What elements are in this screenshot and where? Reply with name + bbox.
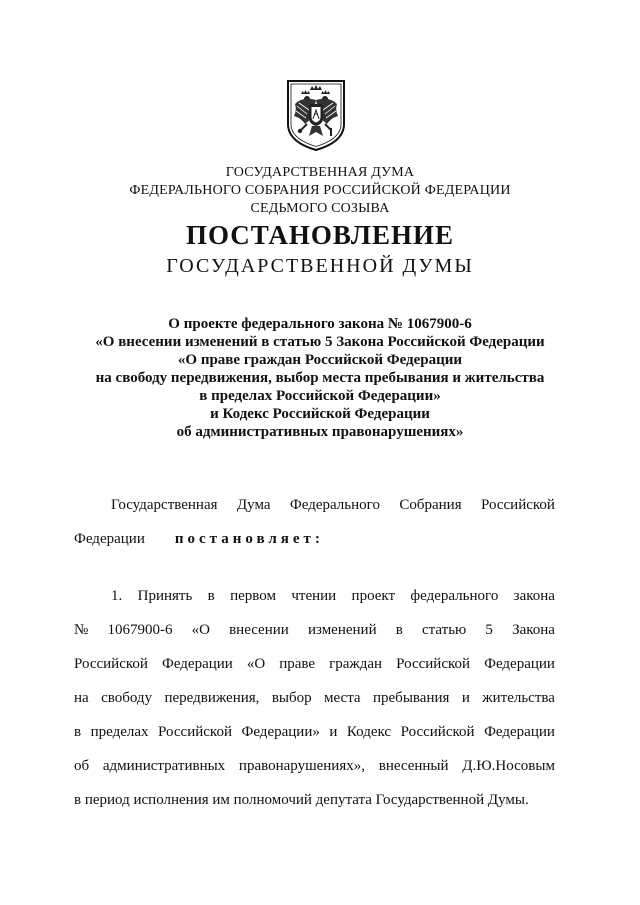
header-convocation: СЕДЬМОГО СОЗЫВА [250,201,390,216]
word: статью [422,622,467,638]
subject-line: об административных правонарушениях» [176,424,464,440]
word: Государственная [111,497,218,513]
decree-verb: постановляет: [174,531,324,547]
word: на [74,690,89,706]
preamble-line [74,529,555,549]
word: Дума [236,497,271,513]
word: Федерации [484,656,555,672]
decree-subject [0,315,640,441]
clause-line [74,586,555,606]
word: Федерального [289,497,380,513]
preamble-line [74,495,555,515]
word: Собрания [399,497,462,513]
word: 5 [485,622,493,638]
word: проект [351,588,396,604]
word: выбор [271,690,312,706]
word: внесении [229,622,289,638]
word: жительства [482,690,555,706]
decree-title: ПОСТАНОВЛЕНИЕ [185,220,455,250]
word: «О [191,622,210,638]
word: передвижения, [164,690,260,706]
word: Федерации [484,724,555,740]
word: граждан [329,656,383,672]
word: Федерации [74,531,145,547]
word: Федерации» [241,724,320,740]
subject-line: и Кодекс Российской Федерации [210,406,430,422]
word: административных [102,758,226,774]
word: в [207,588,215,604]
header-federal-assembly: ФЕДЕРАЛЬНОГО СОБРАНИЯ РОССИЙСКОЙ ФЕДЕРАЦИИ [129,183,511,198]
word: 1. [111,588,123,604]
subject-line: «О праве граждан Российской Федерации [177,352,463,368]
word: в [74,724,82,740]
word: Российской [74,656,148,672]
clause-1-paragraph [74,586,555,810]
word: первом [230,588,276,604]
preamble-paragraph [74,495,555,549]
subject-line: на свободу передвижения, выбор места пребывания и жительства [95,370,545,386]
subject-line: О проекте федерального закона № 1067900-6 [168,316,472,332]
word: пределах [90,724,149,740]
word: об [74,758,90,774]
header-state-duma: ГОСУДАРСТВЕННАЯ ДУМА [225,165,415,180]
decree-subtitle: ГОСУДАРСТВЕННОЙ ДУМЫ [166,255,474,277]
word: внесенный [378,758,449,774]
word: правонарушениях», [238,758,365,774]
word: Принять [137,588,193,604]
clause-line [74,620,555,640]
word: в [395,622,403,638]
word: Д.Ю.Носовым [462,758,555,774]
clause-line [74,722,555,742]
word: пребывания [373,690,450,706]
word: и [329,724,338,740]
word: Российской [481,497,555,513]
word: праве [279,656,316,672]
word: № [74,622,89,638]
clause-line [74,756,555,776]
word: и [461,690,470,706]
word: Федерации [161,656,233,672]
subject-line: «О внесении изменений в статью 5 Закона Российской Федерации [95,334,545,350]
word: изменений [307,622,377,638]
clause-line [74,654,555,674]
clause-line [74,688,555,708]
word: Российской [158,724,232,740]
word: свободу [101,690,153,706]
clause-line: в период исполнения им полномочий депутата Государственной Думы. [74,792,529,808]
word: Российской [396,656,471,672]
word: «О [246,656,266,672]
word: федерального [410,588,499,604]
subject-line: в пределах Российской Федерации» [199,388,441,404]
word: 1067900-6 [107,622,173,638]
word: Кодекс [346,724,392,740]
word: места [324,690,361,706]
word: Российской [400,724,475,740]
word: Закона [512,622,555,638]
word: закона [513,588,555,604]
coat-of-arms-emblem [285,78,347,152]
word: чтении [291,588,337,604]
